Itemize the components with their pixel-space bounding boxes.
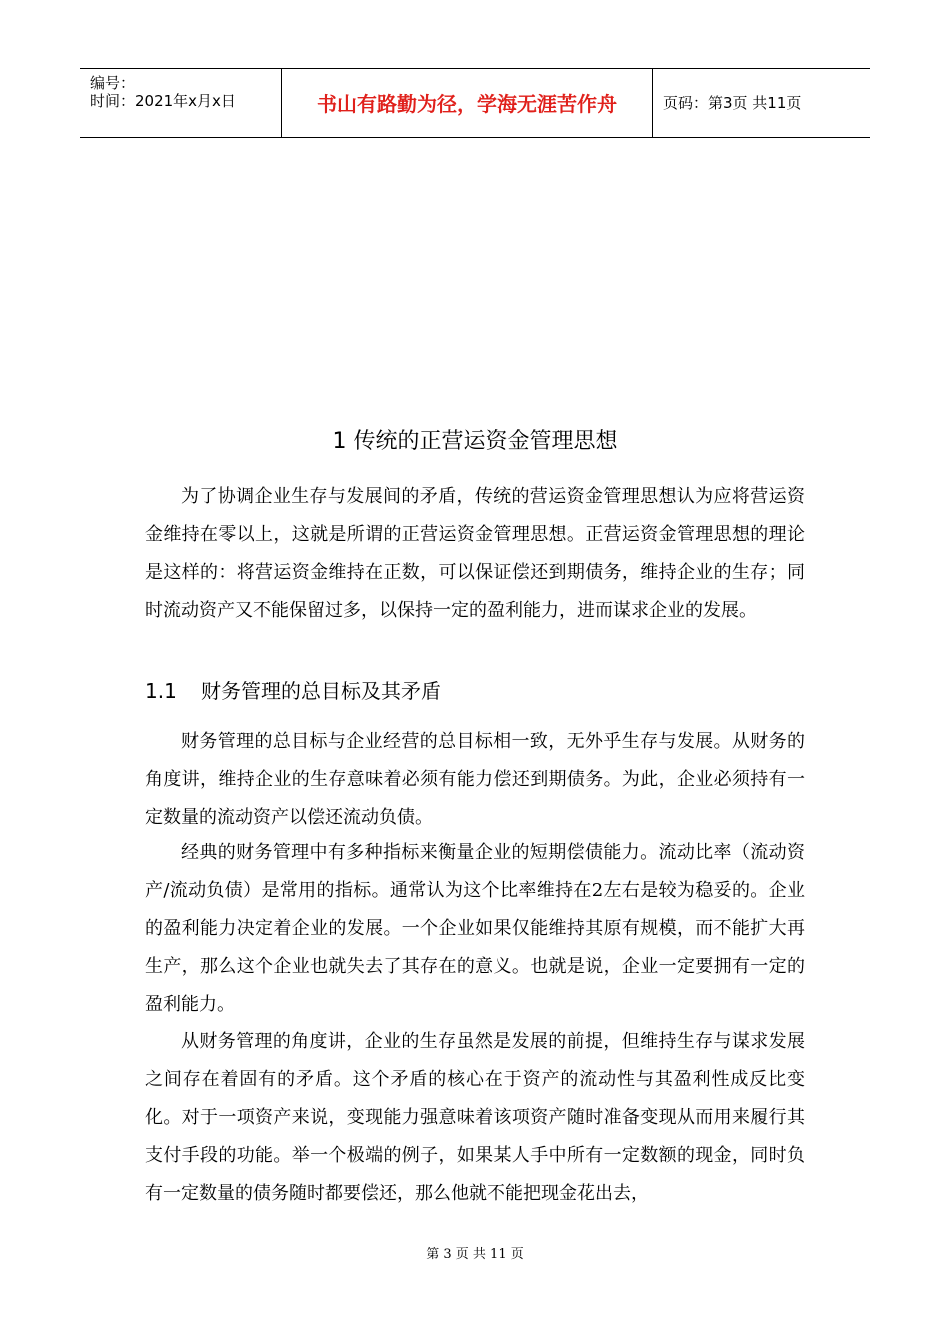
section-title: 财务管理的总目标及其矛盾 [201, 679, 441, 703]
header-table [80, 68, 870, 138]
paragraph-goal: 财务管理的总目标与企业经营的总目标相一致，无外乎生存与发展。从财务的角度讲，维持企业的生存意味着必须有能力偿还到期债务。为此，企业必须持有一定数量的流动资产以偿还流动负债。 [145, 731, 805, 828]
paragraph-ratio: 经典的财务管理中有多种指标来衡量企业的短期偿债能力。流动比率（流动资产/流动负债）是常用的指标。通常认为这个比率维持在2左右是较为稳妥的。企业的盈利能力决定着企业的发展。一个企业如果仅能维持其原有规模，而不能扩大再生产，那么这个企业也就失去了其存在的意义。也就是说，企业一定要拥有一定的盈利能力。 [145, 842, 805, 1015]
section-number: 1.1 [145, 679, 177, 703]
document-date-label: 时间：2021年x月x日 [90, 92, 236, 110]
paragraph-intro: 为了协调企业生存与发展间的矛盾，传统的营运资金管理思想认为应将营运资金维持在零以上，这就是所谓的正营运资金管理思想。正营运资金管理思想的理论是这样的：将营运资金维持在正数，可以保证偿还到期债务，维持企业的生存；同时流动资产又不能保留过多，以保持一定的盈利能力，进而谋求企业的发展。 [145, 486, 805, 621]
paragraph-conflict: 从财务管理的角度讲，企业的生存虽然是发展的前提，但维持生存与谋求发展之间存在着固有的矛盾。这个矛盾的核心在于资产的流动性与其盈利性成反比变化。对于一项资产来说，变现能力强意味着该项资产随时准备变现从而用来履行其支付手段的功能。举一个极端的例子，如果某人手中所有一定数额的现金，同时负有一定数量的债务随时都要偿还，那么他就不能把现金花出去， [145, 1031, 805, 1204]
document-number-label: 编号： [90, 74, 136, 92]
chapter-title: 1 传统的正营运资金管理思想 [332, 429, 618, 454]
header-page-cell [653, 69, 870, 137]
page-footer: 第 3 页 共 11 页 [426, 1247, 524, 1262]
header-motto: 书山有路勤为径，学海无涯苦作舟 [317, 92, 617, 116]
header-meta-cell [80, 69, 282, 137]
section-heading [145, 676, 441, 706]
header-page-info: 页码：第3页 共11页 [663, 94, 802, 112]
header-motto-cell [282, 69, 653, 137]
